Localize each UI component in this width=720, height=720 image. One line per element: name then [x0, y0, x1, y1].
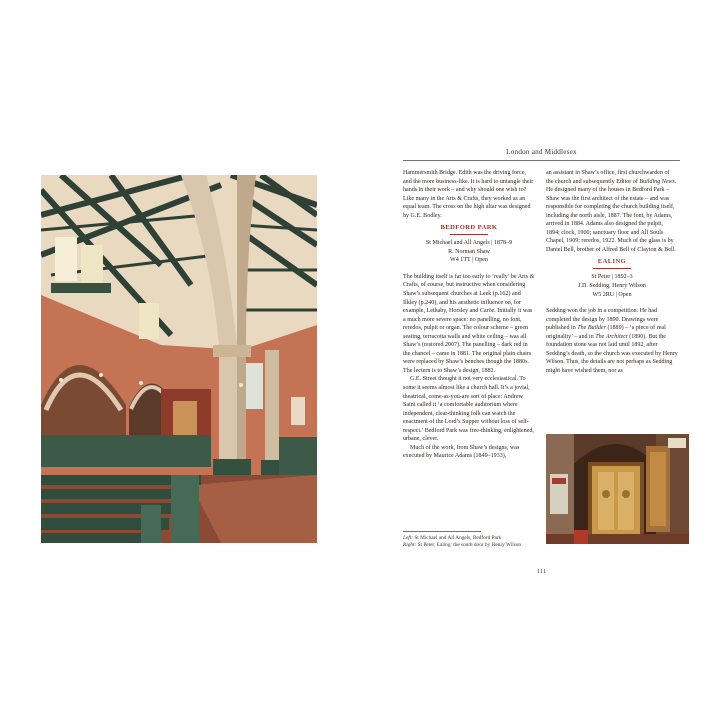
intro-paragraph: Hammersmith Bridge. Edith was the driving force, and the more business-like. It is hard to untangle their hands in their work – and why should one wish to? Like many in the Arts & Crafts, they worked as an equal team. The cross on the high altar was designed by G.E. Bodley. — [403, 170, 534, 219]
publication-title: Building News — [639, 178, 675, 185]
paragraph-text: Sedding won the job in a competition. He had completed the design by 1890. Drawings were published in — [546, 308, 659, 332]
church-meta-line: St Peter | 1892–3 — [591, 274, 633, 281]
body-paragraph: Much of the work, from Shaw’s designs, was executed by Maurice Adams (1849–1933), — [403, 444, 520, 460]
church-interior-photo — [41, 175, 317, 543]
section-heading-bedford-park: BEDFORD PARK — [440, 224, 498, 232]
running-head: London and Middlesex — [506, 148, 577, 156]
paragraph-text: (1889) – ‘a piece of real originality’ – and in — [546, 325, 666, 340]
architect-line: J.D. Sedding, Henry Wilson — [578, 283, 646, 290]
caption-right — [403, 542, 543, 549]
heading-rule — [450, 234, 488, 235]
architect-line: R. Norman Shaw — [448, 248, 490, 255]
section-heading-ealing: EALING — [597, 258, 627, 266]
postcode-line: W4 1TT | Open — [450, 257, 488, 264]
body-paragraph: The building itself is far too early to ‘really’ be Arts & Crafts, of course, but instructive when considering Shaw’s subsequent churches at Leek (p.162) and Ilkley (p.240), and his aesthetic influence on, for example, Lethaby, Horsley and Caröe. Initially it was a much more severe space: no panelling, no font, reredos, pulpit or organ. The colour scheme – green seating, terracotta walls and white ceiling – was all Shaw’s (restored 2007). The panelling – dark red in the chancel – came in 1881. The original plain chairs were replaced by Shaw’s benches though the 1880s. The lectern is to Shaw’s design, 1882. — [403, 273, 535, 374]
text-column-right — [546, 169, 678, 375]
photo-captions — [403, 531, 543, 549]
paragraph-text: (1890). But the foundation stone was not laid until 1892, after Sedding’s death, so the church was executed by Henry Wilson. Thus, the details are not perhaps as Sedding might have wished them, nor as — [546, 333, 678, 374]
caption-left — [403, 535, 543, 542]
church-meta-line: St Michael and All Angels | 1878–9 — [425, 240, 513, 247]
postcode-line: W5 2RU | Open — [592, 291, 632, 298]
page-number: 111 — [536, 568, 547, 575]
south-door-photo — [546, 434, 689, 544]
paragraph-text: . He designed many of the houses in Bedford Park – Shaw was the first architect of the estate – and was responsible for completing the church building itself, including the north aisle, 1887. The font, by Adams, arrived in 1884. Adams also designed the pulpit, 1894; clock, 1900; sanctuary floor and All Souls Chapel, 1909; reredos, 1922. Much of the glass is by Daniel Bell, brother of Alfred Bell of Clayton & Bell. — [546, 178, 677, 253]
publication-title: The Architect — [595, 333, 628, 340]
caption-label: Right: — [403, 542, 417, 548]
caption-text: St Michael and All Angels, Bedford Park — [413, 535, 502, 541]
spacer — [403, 265, 535, 273]
publication-title: The Builder — [577, 325, 606, 332]
header-rule — [403, 160, 680, 161]
body-paragraph: G.E. Street thought it not very ecclesiastical. To some it seems almost like a church hall. It’s a jovial, theatrical, come-as-you-are sort of place: Andrew Saint called it ‘a comfortable auditorium where independent, clear-thinking folk can watch the enactment of the Lord’s Supper without loss of self-respect.’ Bedford Park was free-thinking, enlightened, urbane, clever. — [403, 376, 534, 443]
paragraph-text: an assistant in Shaw’s office, first churchwarden of the church and subsequently Editor of — [546, 170, 670, 185]
spacer — [546, 299, 678, 307]
caption-label: Left: — [403, 535, 414, 541]
body-paragraph — [546, 307, 678, 375]
heading-rule — [593, 268, 631, 269]
continued-paragraph — [546, 169, 678, 254]
text-column-left — [403, 169, 535, 461]
caption-text: St Peter, Ealing: the south door by Henry Wilson — [416, 542, 522, 548]
caption-rule — [403, 531, 481, 532]
